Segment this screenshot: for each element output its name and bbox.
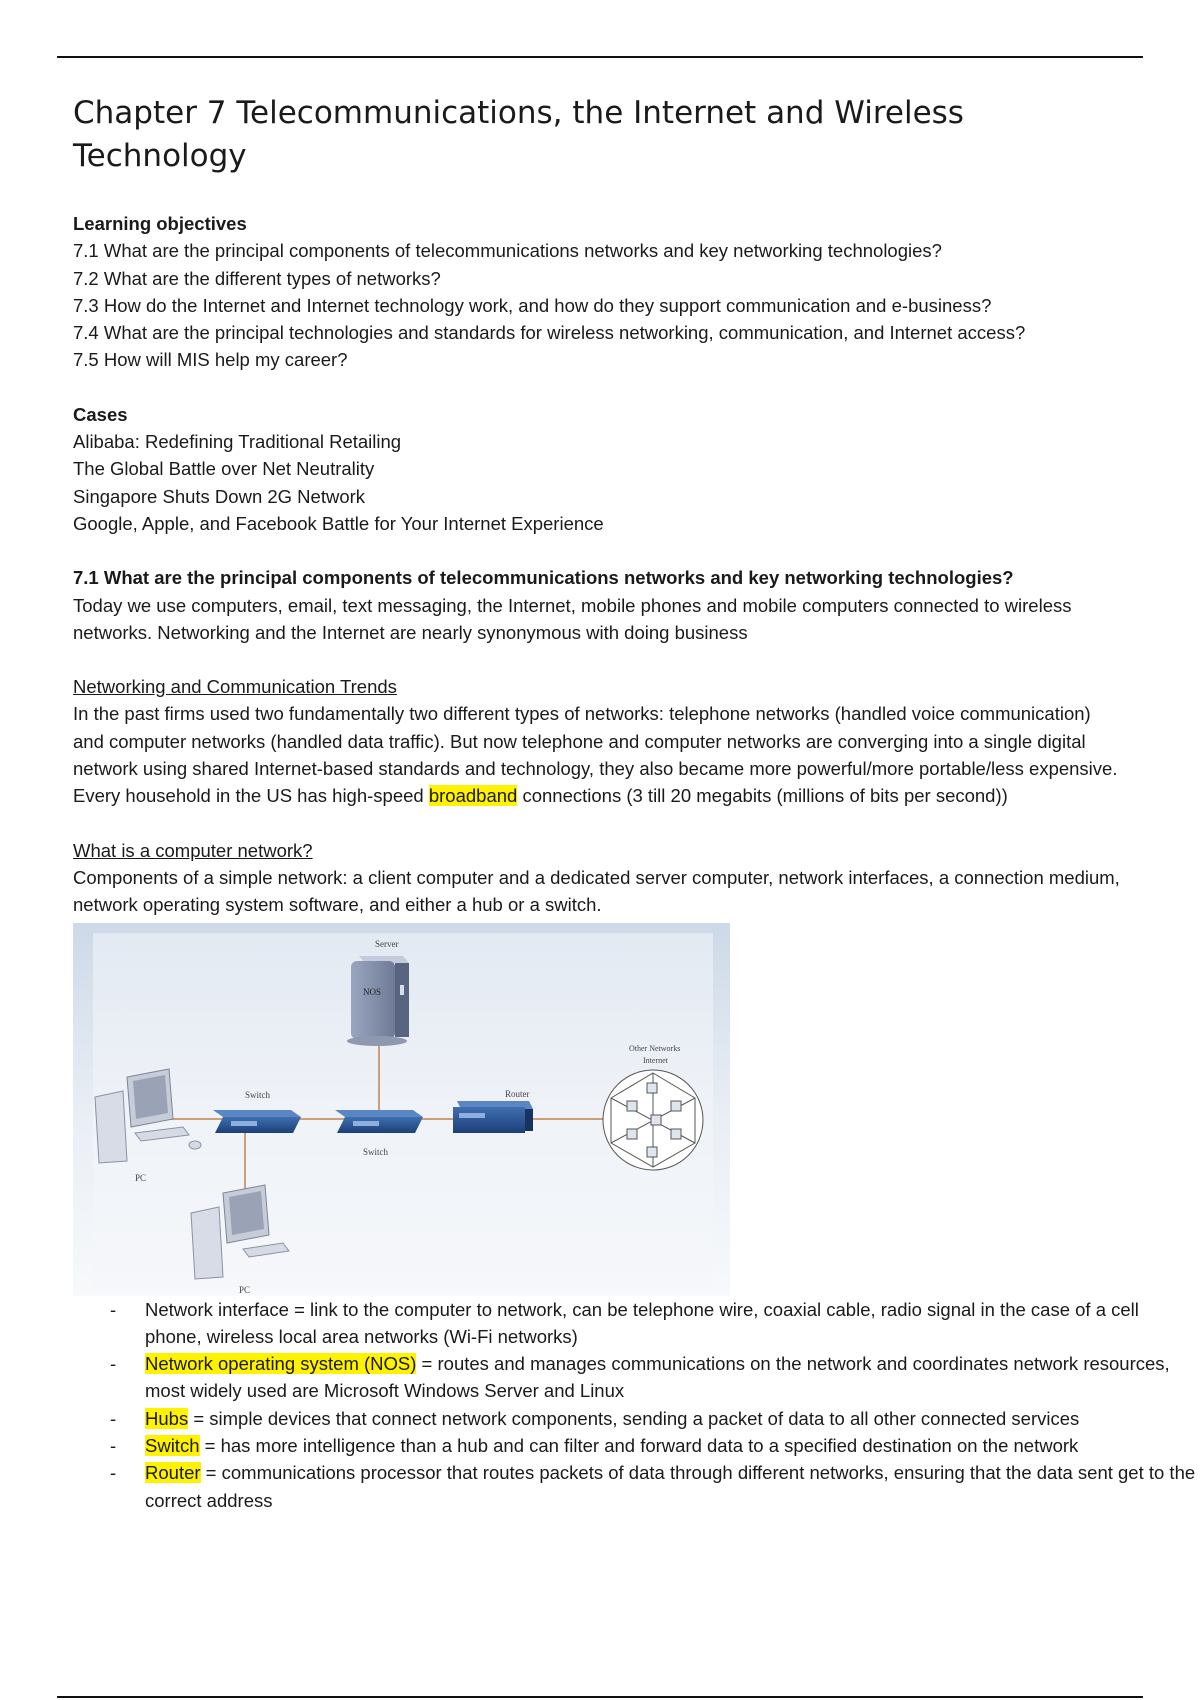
term-highlight: Network operating system (NOS) [145, 1353, 417, 1375]
term-highlight: Hubs [145, 1407, 189, 1429]
case-item: Alibaba: Redefining Traditional Retailing [73, 431, 402, 453]
term-highlight: Switch [145, 1435, 200, 1457]
objectives-heading: Learning objectives [73, 213, 247, 234]
other-networks-label: Other Networks [629, 1043, 681, 1053]
document-body [73, 92, 1196, 1514]
section-7-1-heading: 7.1 What are the principal components of telecommunications networks and key networking technologies? [73, 567, 1014, 589]
term-highlight: Router [145, 1462, 201, 1484]
case-item: The Global Battle over Net Neutrality [73, 458, 375, 480]
bullet-dash: - [110, 1298, 117, 1320]
case-item: Singapore Shuts Down 2G Network [73, 485, 366, 507]
list-item [110, 1296, 1200, 1351]
network-section [73, 837, 1133, 919]
list-item [110, 1350, 1200, 1405]
list-item [110, 1459, 1200, 1514]
bullet-dash: - [110, 1353, 117, 1375]
internet-globe-icon [603, 1070, 703, 1170]
list-item [110, 1432, 1200, 1459]
switch-label-1: Switch [245, 1089, 271, 1100]
internet-label: Internet [643, 1055, 668, 1065]
bullet-text: Network interface = link to the computer to network, can be telephone wire, coaxial cable, radio signal in the case of a cell phone, wireless local area networks (Wi-Fi networks) [145, 1298, 1139, 1347]
section-7-1-intro: Today we use computers, email, text messaging, the Internet, mobile phones and mobile computers connected to wireless networks. Networking and the Internet are nearly synonymous with doing business [73, 594, 1072, 643]
trends-heading: Networking and Communication Trends [73, 676, 397, 698]
router-label: Router [505, 1088, 530, 1099]
case-item: Google, Apple, and Facebook Battle for Your Internet Experience [73, 512, 604, 534]
trends-text-after: connections (3 till 20 megabits (millions of bits per second)) [517, 785, 1008, 807]
bullet-dash: - [110, 1462, 117, 1484]
switch-label-2: Switch [363, 1146, 389, 1157]
trends-text-before: In the past firms used two fundamentally two different types of networks: telephone networks (handled voice communication) and computer networks (handled data traffic). But now telephone and computer networks are converging into a single digital network using shared Internet-based standards and technology, they also became more powerful/more portable/less expensive. Every household in the US has high-speed [73, 703, 1118, 807]
top-rule [57, 56, 1143, 58]
bullet-text: = communications processor that routes packets of data through different networks, ensuring that the data sent get to the correct address [145, 1462, 1196, 1511]
objective-item: 7.3 How do the Internet and Internet technology work, and how do they support communication and e-business? [73, 294, 992, 316]
bullet-text: = simple devices that connect network components, sending a packet of data to all other connected services [188, 1407, 1080, 1429]
objective-item: 7.4 What are the principal technologies and standards for wireless networking, communication, and Internet access? [73, 322, 1026, 344]
trends-paragraph [73, 700, 1123, 809]
learning-objectives [73, 210, 1133, 374]
bullet-dash: - [110, 1435, 117, 1457]
network-paragraph: Components of a simple network: a client computer and a dedicated server computer, network interfaces, a connection medium, network operating system software, and either a hub or a switch. [73, 866, 1120, 916]
list-item [110, 1405, 1200, 1432]
pc-label-1: PC [135, 1172, 147, 1183]
objective-item: 7.1 What are the principal components of telecommunications networks and key networking technologies? [73, 240, 942, 262]
switch-icon [213, 1110, 301, 1133]
cases-heading: Cases [73, 403, 128, 425]
pc-label-2: PC [239, 1284, 251, 1295]
objective-item: 7.5 How will MIS help my career? [73, 349, 348, 371]
network-heading: What is a computer network? [73, 839, 313, 861]
bottom-rule [57, 1696, 1143, 1698]
network-diagram [73, 923, 730, 1296]
switch-icon [335, 1110, 423, 1133]
router-icon [453, 1101, 533, 1133]
bullet-text: = routes and manages communications on the network and coordinates network resources, most widely used are Microsoft Windows Server and Linux [145, 1353, 1170, 1402]
nos-label: NOS [363, 986, 382, 997]
section-7-1 [73, 564, 1133, 646]
server-icon [347, 956, 409, 1046]
page-title: Chapter 7 Telecommunications, the Internet and Wireless Technology [73, 95, 964, 174]
component-list [73, 1296, 1200, 1514]
bullet-dash: - [110, 1407, 117, 1429]
objective-item: 7.2 What are the different types of networks? [73, 267, 441, 289]
broadband-highlight: broadband [428, 785, 518, 807]
trends-section [73, 673, 1133, 809]
cases-section [73, 401, 1133, 537]
bullet-text: = has more intelligence than a hub and can filter and forward data to a specified destination on the network [199, 1435, 1079, 1457]
server-label: Server [375, 938, 399, 949]
